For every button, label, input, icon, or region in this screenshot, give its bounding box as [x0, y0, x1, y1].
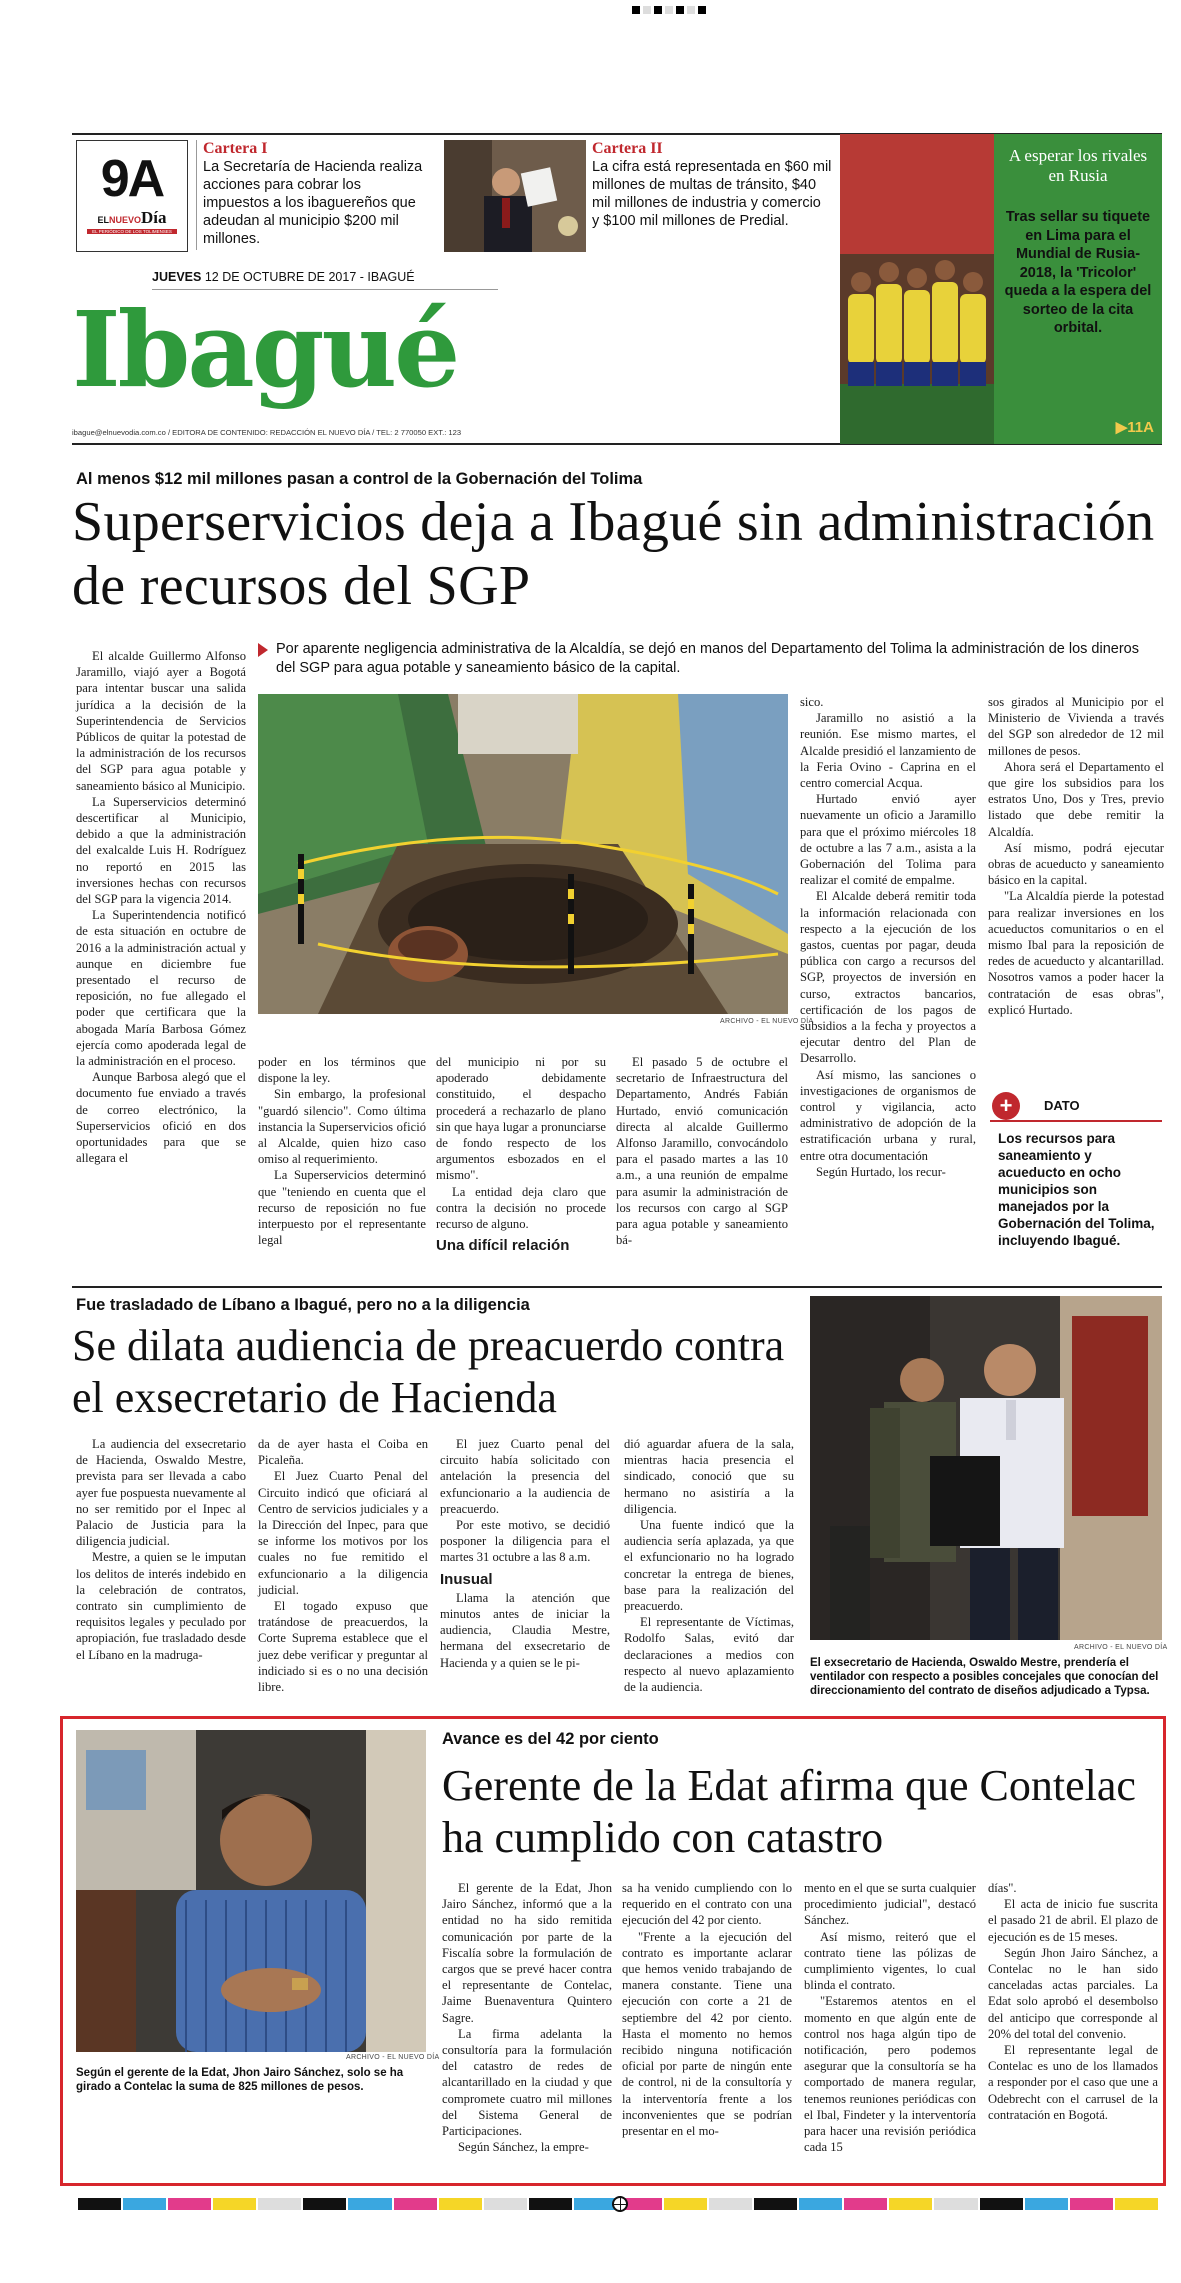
paragraph: Aunque Barbosa alegó que el documento fue enviado a través de correo electrónico, la Superservicios ofició en dos oportunidades para que se allegara el	[76, 1070, 246, 1166]
story1-kicker: Al menos $12 mil millones pasan a control de la Gobernación del Tolima	[76, 470, 643, 488]
story1-col3	[436, 1054, 606, 1256]
paragraph: dió aguardar afuera de la sala, mientras hacia presencia el sindicado, conoció que su hermano no asistiría a la diligencia.	[624, 1437, 794, 1516]
dato-text: Los recursos para saneamiento y acueducto en ocho municipios son manejados por la Gobernación del Tolima, incluyendo Ibagué.	[998, 1131, 1155, 1248]
story-separator	[72, 1286, 1162, 1288]
paragraph: El acta de inicio fue suscrita el pasado 21 de abril. El plazo de ejecución es de 15 meses.	[988, 1897, 1158, 1944]
paragraph: días".	[988, 1881, 1017, 1895]
paragraph: Una fuente indicó que la audiencia sería aplazada, ya que el exfuncionario no ha logrado concretar la entrega de bienes, base para la realización del preacuerdo.	[624, 1518, 794, 1614]
story2-headline: Se dilata audiencia de preacuerdo contra el exsecretario de Hacienda	[72, 1321, 785, 1422]
paragraph: El juez Cuarto penal del circuito había solicitado con antelación la presencia del exfuncionario a la audiencia de preacuerdo.	[440, 1437, 610, 1516]
paragraph: La firma adelanta la consultoría para la formulación del catastro de redes de alcantarillado en la ciudad y que compromete cuatro mil millones del Sistema General de Participaciones.	[442, 2026, 612, 2139]
story3-headline: Gerente de la Edat afirma que Contelac ha cumplido con catastro	[442, 1761, 1136, 1862]
lead-text: Por aparente negligencia administrativa de la Alcaldía, se dejó en manos del Departamento del Tolima la administración de los dineros del SGP para agua potable y saneamiento básico de la capital.	[276, 641, 1139, 676]
teaser1-text: La Secretaría de Hacienda realiza acciones para cobrar los impuestos a los ibaguereños que adeudan al municipio $200 mil millones.	[203, 159, 423, 247]
date-line	[152, 270, 512, 284]
story2-col1	[76, 1436, 246, 1663]
logo-dia: Día	[141, 208, 167, 227]
promo-ref-label: 11A	[1127, 419, 1154, 436]
date-day: JUEVES	[152, 270, 202, 284]
story2-col2	[258, 1436, 428, 1695]
story2-photo-credit: ARCHIVO - EL NUEVO DÍA	[1074, 1644, 1168, 1651]
paragraph: Según Sánchez, la empre-	[458, 2140, 589, 2155]
paragraph: Por este motivo, se decidió posponer la diligencia para el martes 31 octubre a las 8 a.m.	[440, 1518, 610, 1565]
teaser2-text: La cifra está representada en $60 mil millones de multas de tránsito, $40 mil millones de industria y comercio y $100 mil millones de Predial.	[592, 159, 832, 229]
paragraph: "La Alcaldía pierde la potestad para realizar inversiones en los acueductos comunitarios o en el mismo Ibal para la reposición de redes de acueducto y alcantarillad. Nosotros vamos a poder hacer la contratación de esas obras", explicó Hurtado.	[988, 889, 1164, 1017]
promo-text: Tras sellar su tiquete en Lima para el Mundial de Rusia-2018, la 'Tricolor' queda a la espera del sorteo de la cita orbital.	[1004, 209, 1152, 336]
paragraph: Llama la atención que minutos antes de iniciar la audiencia, Claudia Mestre, hermana del exsecretario de Hacienda y a quien se le pi-	[440, 1590, 610, 1670]
page-number-block	[76, 140, 188, 252]
paragraph: sos girados al Municipio por el Ministerio de Vivienda a través del SGP son alrededor de 12 mil millones de pesos.	[988, 695, 1164, 758]
story1-col6	[988, 694, 1164, 1018]
contact-line: ibague@elnuevodia.com.co / EDITORA DE CONTENIDO: REDACCIÓN EL NUEVO DÍA / TEL: 2 770050 EXT.: 123	[72, 428, 462, 437]
story2-caption: El exsecretario de Hacienda, Oswaldo Mestre, prendería el ventilador con respecto a posibles concejales que conocían del direccionamiento del contrato de diseños adjudicado a Typsa.	[810, 1657, 1159, 1697]
paragraph: Así mismo, las sanciones o investigaciones de organismos de control y vigilancia, acto administrativo de adopción de la estratificación urbana y rural, entre otra documentación	[800, 1067, 976, 1163]
story3-col2	[622, 1880, 792, 2139]
paragraph: da de ayer hasta el Coiba en Picaleña.	[258, 1437, 428, 1468]
promo-photo-art	[840, 134, 994, 444]
story3-photo-credit: ARCHIVO - EL NUEVO DÍA	[346, 2054, 440, 2061]
story3-kicker: Avance es del 42 por ciento	[442, 1730, 659, 1748]
paragraph: El representante legal de Contelac es uno de los llamados a responder por el caso que une a Odebrecht con el carrusel de la contratación en Bogotá.	[988, 2043, 1158, 2122]
promo-ref	[1116, 418, 1154, 436]
paragraph: poder en los términos que dispone la ley.	[258, 1055, 426, 1086]
top-registration-marks	[632, 6, 752, 16]
story1-col5	[800, 694, 976, 1180]
paragraph: Así mismo, reiteró que el contrato tiene las pólizas de cumplimiento vigentes, lo cual blinda el contrato.	[804, 1929, 976, 1993]
paragraph: El Alcalde deberá remitir toda la información relacionada con respecto a la ejecución de los gastos, cuentas por pagar, deuda pública con cargo a recursos del SGP, proyectos de inversión en curso, extractos bancarios, certificación de los pagos de subsidios a la fecha y proyectos a ejecutar dentro del Plan de Desarrollo.	[800, 889, 976, 1066]
paragraph: Jaramillo no asistió a la reunión. Ese mismo martes, el Alcalde presidió el lanzamiento de la Feria Ovino - Caprina en el centro comercial Acqua.	[800, 711, 976, 791]
paragraph: La Superservicios determinó que "teniendo en cuenta que el recurso de reposición no fue interpuesto por el representante legal	[258, 1168, 426, 1248]
page-number: 9A	[100, 150, 164, 208]
paragraph: Mestre, a quien se le imputan los delitos de interés indebido en la celebración de contratos, contrato sin cumplimiento de requisitos legales y peculado por apropiación, fue trasladado desde el Líbano en la madruga-	[76, 1550, 246, 1662]
paragraph: El togado expuso que tratándose de preacuerdos, la Corte Suprema establece que el juez debe verificar y preguntar al indiciado si es o no una decisión libre.	[258, 1599, 428, 1695]
story2-photo	[810, 1296, 1162, 1640]
teaser2-title: Cartera II	[592, 140, 663, 157]
newspaper-logo	[77, 209, 187, 229]
paragraph: El representante de Víctimas, Rodolfo Salas, evitó dar declaraciones a medios con respecto al nuevo aplazamiento de la audiencia.	[624, 1615, 794, 1695]
story1-col4	[616, 1054, 788, 1248]
paragraph: Según Hurtado, los recur-	[816, 1164, 946, 1179]
paragraph: La Superintendencia notificó de esta situación en octubre de 2016 a la administración actual y aunque en diciembre fue presentado el recurso de reposición, no fue allegado el poder que certificara que la abogada María Barbosa Gómez ejercía como apoderada legal de la administración en el proceso.	[76, 908, 246, 1069]
story3-col3	[804, 1880, 976, 2155]
paragraph: Hurtado envió ayer nuevamente un oficio a Jaramillo para que el próximo miércoles 18 de octubre a las 7 a.m., asista a la Gobernación del Tolima para realizar el comité de empalme.	[800, 792, 976, 888]
story1-headline: Superservicios deja a Ibagué sin administración de recursos del SGP	[72, 491, 1155, 617]
paragraph: del municipio ni por su apoderado debidamente constituido, el despacho procederá a rechazarlo de plano sin que haya lugar a pronunciarse de fondo respecto de los argumentos esbozados en el mismo".	[436, 1055, 606, 1183]
date-rest: 12 DE OCTUBRE DE 2017 - IBAGUÉ	[204, 270, 415, 284]
paragraph: El pasado 5 de octubre el secretario de Infraestructura del Departamento, Andrés Fabián Hurtado, envió comunicación directa al alcalde Guillermo Alfonso Jaramillo, convocándolo para el pasado martes a las 10 a.m., a una reunión de empalme para asumir la administración de los recursos con cargo al SGP para agua potable y saneamiento bá-	[616, 1055, 788, 1248]
story2-photo-art	[810, 1296, 1162, 1640]
dato-label: DATO	[1044, 1098, 1080, 1113]
story3-caption: Según el gerente de la Edat, Jhon Jairo Sánchez, solo se ha girado a Contelac la suma de 825 millones de pesos.	[76, 2067, 404, 2093]
teaser-cartera-2	[592, 140, 832, 250]
dato-box	[990, 1092, 1162, 1248]
promo-photo	[840, 134, 994, 444]
paragraph: "Estaremos atentos en el momento en que algún ente de control nos haga algún tipo de notificación, pero podemos asegurar que la consultoría se ha comportado de manera regular, tenemos reuniones periódicas con el Ibal, Findeter y la interventoría para hacer una revisión periódica cada 15	[804, 1994, 976, 2155]
paragraph: Sin embargo, la profesional "guardó silencio". Como última instancia la Superservicios ofició al Alcalde, quien hizo caso omiso al requerimiento.	[258, 1087, 426, 1167]
logo-tagline: EL PERIÓDICO DE LOS TOLIMENSES	[87, 229, 177, 234]
lead-arrow-icon	[258, 643, 268, 657]
story1-photo-credit: ARCHIVO - EL NUEVO DÍA	[720, 1018, 814, 1025]
paragraph: sa ha venido cumpliendo con lo requerido en el contrato con una ejecución del 42 por ciento.	[622, 1881, 792, 1928]
paragraph: La audiencia del exsecretario de Hacienda, Oswaldo Mestre, prevista para ser llevada a cabo ayer fue pospuesta nuevamente al no ser remitido por el Inpec al Palacio de Justicia para la diligencia judicial.	[76, 1437, 246, 1549]
dato-header	[990, 1092, 1162, 1122]
paragraph: La entidad deja claro que contra la decisión no procede recurso de alguno.	[436, 1184, 606, 1232]
story1-photo-art	[258, 694, 788, 1014]
logo-nuevo: NUEVO	[109, 215, 142, 225]
teaser2-photo	[444, 140, 586, 252]
paragraph: Según Jhon Jairo Sánchez, a Contelac no le han sido canceladas actas parciales. La Edat solo aprobó el desembolso del anticipo que corresponde al 20% del total del convenio.	[988, 1945, 1158, 2041]
paragraph: sico.	[800, 695, 824, 709]
paragraph: mento en el que se surta cualquier procedimiento judicial", destacó Sánchez.	[804, 1881, 976, 1928]
paragraph: La Superservicios determinó descertificar al Municipio, debido a que la administración del exalcalde Luis H. Rodríguez no reportó en 2015 las inversiones hechas con recursos del SGP para la vigencia 2014.	[76, 794, 246, 907]
story2-subhead: Inusual	[440, 1570, 493, 1588]
section-title: Ibagué	[72, 288, 458, 411]
teaser-cartera-1	[196, 140, 428, 250]
paragraph: Ahora será el Departamento el que gire los subsidios para los estratos Uno, Dos y Tres, previo listado que debe remitir la Alcaldía.	[988, 759, 1164, 839]
story2-col4	[624, 1436, 794, 1695]
story1-photo	[258, 694, 788, 1014]
dato-plus-icon: +	[992, 1092, 1020, 1120]
story3-photo-art	[76, 1730, 426, 2052]
paragraph: Así mismo, podrá ejecutar obras de acueducto y saneamiento básico en la capital.	[988, 840, 1164, 888]
paragraph: El alcalde Guillermo Alfonso Jaramillo, viajó ayer a Bogotá para intentar buscar una salida jurídica a la decisión de la Superintendencia de Servicios Públicos de quitar la potestad de la administración de los recursos del SGP para agua potable y saneamiento básico al Municipio.	[76, 649, 246, 793]
promo-panel	[994, 134, 1162, 444]
story2-kicker: Fue trasladado de Líbano a Ibagué, pero no a la diligencia	[76, 1296, 530, 1314]
logo-prefix: EL	[97, 215, 109, 225]
story2-col3	[440, 1436, 610, 1671]
story1-lead	[258, 640, 1162, 678]
teaser2-photo-art	[444, 140, 586, 252]
paragraph: El gerente de la Edat, Jhon Jairo Sánchez, informó que a la entidad no ha sido remitida comunicación por parte de la Fiscalía sobre la formulación de cargos que se prevé hacer contra el representante de Contelac, Jaime Buenaventura Quintero Sagre.	[442, 1881, 612, 2025]
story3-photo	[76, 1730, 426, 2052]
story1-col1	[76, 648, 246, 1167]
promo-title: A esperar los rivales en Rusia	[1008, 146, 1148, 185]
story3-col1	[442, 1880, 612, 2155]
registration-target-icon	[612, 2196, 628, 2212]
paragraph: El Juez Cuarto Penal del Circuito indicó que oficiará al Centro de servicios judiciales y a la Dirección del Inpec, para que se informe los motivos por los cuales no fue remitido el exfuncionario a la diligencia judicial.	[258, 1469, 428, 1597]
story1-col2	[258, 1054, 426, 1248]
story1-subhead: Una difícil relación	[436, 1237, 570, 1255]
teaser1-title: Cartera I	[203, 140, 268, 157]
story3-col4	[988, 1880, 1158, 2123]
promo-arrow-icon: ▶	[1115, 419, 1128, 436]
paragraph: "Frente a la ejecución del contrato es importante aclarar que hemos venido trabajando de manera constante. Tiene una ejecución con corte a 21 de septiembre del 42 por ciento. Hasta el momento no hemos recibido ninguna notificación oficial por parte de ningún ente de control, ni de la consultoría y la interventoría frente a los inconvenientes que se podrían presentar en el mo-	[622, 1929, 792, 2139]
